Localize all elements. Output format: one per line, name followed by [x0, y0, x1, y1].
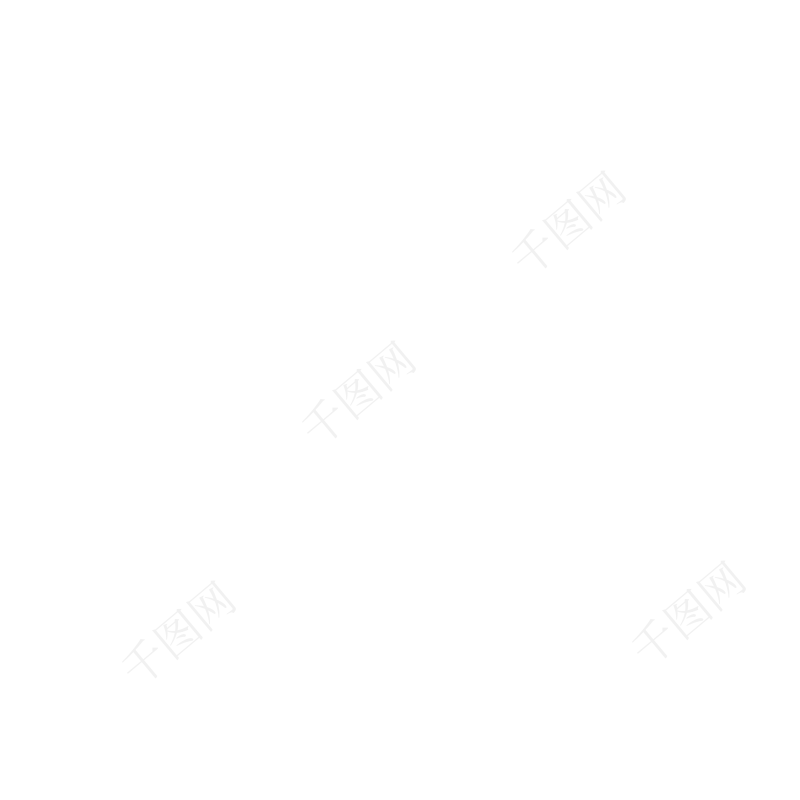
watermark-logo: 千图网	[621, 553, 756, 678]
watermark-logo: 千图网	[501, 163, 636, 288]
watermark-logo: 千图网	[291, 333, 426, 458]
watermark-logo: 千图网	[111, 573, 246, 698]
